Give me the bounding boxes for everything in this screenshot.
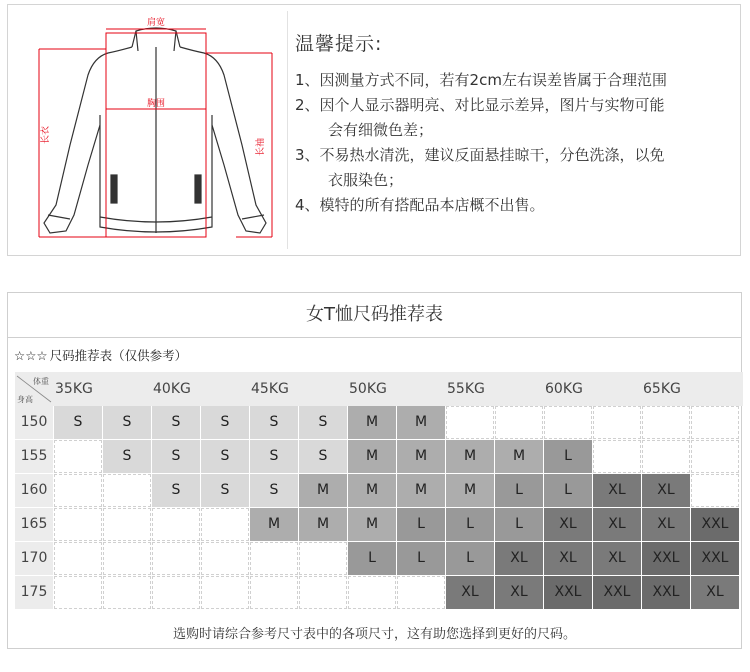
length-label: 长衣 <box>41 125 51 145</box>
tip-4: 4、模特的所有搭配品本店概不出售。 <box>295 196 545 214</box>
size-cell: S <box>54 406 102 439</box>
size-cell <box>201 576 249 609</box>
size-cell: M <box>250 508 298 541</box>
size-cell <box>495 406 543 439</box>
size-cell: M <box>348 440 396 473</box>
size-cell <box>54 542 102 575</box>
height-label: 160 <box>15 474 53 507</box>
size-cell: L <box>446 508 494 541</box>
size-cell <box>152 576 200 609</box>
size-cell: XXL <box>691 508 739 541</box>
size-cell: S <box>103 406 151 439</box>
size-cell <box>446 406 494 439</box>
size-cell: L <box>348 542 396 575</box>
size-cell <box>250 576 298 609</box>
height-label: 165 <box>15 508 53 541</box>
size-cell: S <box>201 406 249 439</box>
size-cell: M <box>446 440 494 473</box>
weight-label: 40KG <box>153 381 191 397</box>
size-cell: M <box>348 406 396 439</box>
size-cell <box>54 508 102 541</box>
size-cell: L <box>446 542 494 575</box>
weight-label: 55KG <box>447 381 485 397</box>
size-cell: S <box>152 406 200 439</box>
size-cell <box>201 508 249 541</box>
size-cell: S <box>103 440 151 473</box>
weight-label: 50KG <box>349 381 387 397</box>
size-cell: XL <box>593 474 641 507</box>
size-cell: M <box>348 508 396 541</box>
size-cell: XL <box>495 576 543 609</box>
tip-2-continued: 会有细微色差； <box>328 121 434 139</box>
size-cell: M <box>348 474 396 507</box>
size-cell: XL <box>593 542 641 575</box>
star-icons: ☆☆☆ <box>14 348 48 363</box>
jacket-size-diagram <box>8 5 286 255</box>
size-cell: L <box>397 508 445 541</box>
size-cell: XXL <box>593 576 641 609</box>
size-cell: XXL <box>544 576 592 609</box>
size-cell <box>250 542 298 575</box>
size-cell: XL <box>544 508 592 541</box>
corner-header <box>15 372 53 406</box>
size-cell: M <box>397 440 445 473</box>
size-cell <box>54 474 102 507</box>
size-cell: XL <box>691 576 739 609</box>
weight-label: 60KG <box>545 381 583 397</box>
table-row <box>15 576 739 610</box>
size-cell: L <box>495 508 543 541</box>
size-cell <box>691 406 739 439</box>
size-cell: L <box>544 474 592 507</box>
size-cell: L <box>495 474 543 507</box>
size-cell: L <box>397 542 445 575</box>
size-cell: S <box>299 440 347 473</box>
height-label: 170 <box>15 542 53 575</box>
size-cell <box>397 576 445 609</box>
size-cell: M <box>397 474 445 507</box>
size-cell: S <box>250 406 298 439</box>
tip-3-continued: 衣服染色； <box>328 171 404 189</box>
size-cell <box>691 440 739 473</box>
chest-label: 胸围 <box>146 99 166 109</box>
size-cell <box>642 406 690 439</box>
notice-panel <box>7 4 741 256</box>
jacket-outline <box>44 28 266 233</box>
weight-label: 65KG <box>643 381 681 397</box>
weight-axis-label: 体重 <box>33 377 49 386</box>
notice-text <box>295 29 735 218</box>
tip-1: 1、因测量方式不同，若有2cm左右误差皆属于合理范围 <box>295 71 667 89</box>
table-row <box>15 474 739 508</box>
size-cell <box>348 576 396 609</box>
table-row <box>15 508 739 542</box>
size-cell <box>103 474 151 507</box>
size-cell: S <box>201 474 249 507</box>
size-cell <box>544 406 592 439</box>
table-footer-note: 选购时请综合参考尺寸表中的各项尺寸，这有助您选择到更好的尺码。 <box>172 627 576 642</box>
size-cell: S <box>201 440 249 473</box>
size-cell: XL <box>446 576 494 609</box>
size-cell: S <box>250 474 298 507</box>
table-title: 女T恤尺码推荐表 <box>8 293 741 338</box>
size-cell <box>103 542 151 575</box>
size-cell: M <box>397 406 445 439</box>
size-cell: XL <box>495 542 543 575</box>
table-row <box>15 406 739 440</box>
size-cell: XXL <box>642 576 690 609</box>
size-cell: S <box>250 440 298 473</box>
size-cell <box>691 474 739 507</box>
table-row <box>15 440 739 474</box>
weight-header-row <box>15 372 743 406</box>
size-cell <box>103 576 151 609</box>
weight-label: 35KG <box>55 381 93 397</box>
weight-label: 45KG <box>251 381 289 397</box>
height-axis-label: 身高 <box>17 395 33 404</box>
size-cell: XL <box>593 508 641 541</box>
table-row <box>15 542 739 576</box>
size-cell <box>593 440 641 473</box>
size-cell: XL <box>544 542 592 575</box>
size-cell: M <box>299 474 347 507</box>
size-cell: S <box>152 474 200 507</box>
size-cell <box>201 542 249 575</box>
size-cell <box>152 542 200 575</box>
size-cell: M <box>446 474 494 507</box>
size-cell <box>54 576 102 609</box>
notice-title: 温馨提示: <box>295 33 383 55</box>
size-cell <box>593 406 641 439</box>
subtitle-text: 尺码推荐表（仅供参考） <box>49 348 188 363</box>
table-subtitle <box>14 346 187 364</box>
size-cell <box>642 440 690 473</box>
size-cell: XL <box>642 508 690 541</box>
shoulder-label: 肩宽 <box>146 18 166 28</box>
size-cell <box>299 542 347 575</box>
height-label: 175 <box>15 576 53 609</box>
panel-divider <box>287 11 288 249</box>
size-cell: XXL <box>691 542 739 575</box>
size-cell: XXL <box>642 542 690 575</box>
size-cell <box>152 508 200 541</box>
height-label: 150 <box>15 406 53 439</box>
tip-2: 2、因个人显示器明亮、对比显示差异，图片与实物可能 <box>295 96 665 114</box>
size-recommendation-table <box>7 292 742 649</box>
size-cell: S <box>299 406 347 439</box>
size-cell: M <box>495 440 543 473</box>
tip-3: 3、不易热水清洗，建议反面悬挂晾干，分色洗涤，以免 <box>295 146 665 164</box>
size-cell: S <box>152 440 200 473</box>
size-cell: M <box>299 508 347 541</box>
size-cell <box>54 440 102 473</box>
sleeve-label: 长袖 <box>256 137 266 157</box>
size-cell: L <box>544 440 592 473</box>
size-cell <box>103 508 151 541</box>
size-cell: XL <box>642 474 690 507</box>
height-label: 155 <box>15 440 53 473</box>
size-cell <box>299 576 347 609</box>
